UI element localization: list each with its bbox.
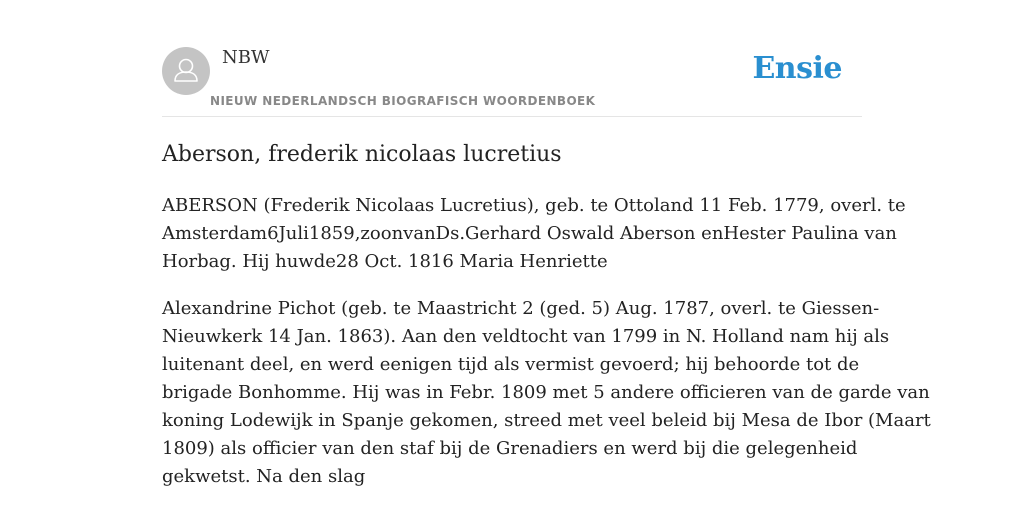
article-paragraph-1 <box>162 192 906 276</box>
text-line: Amsterdam6Juli1859,zoonvanDs.Gerhard Oswald Aberson enHester Paulina van <box>162 223 897 244</box>
text-line: Alexandrine Pichot (geb. te Maastricht 2 (ged. 5) Aug. 1787, overl. te Giessen- <box>162 298 880 319</box>
text-line: luitenant deel, en werd eenigen tijd als vermist gevoerd; hij behoorde tot de <box>162 354 860 375</box>
text-line: ABERSON (Frederik Nicolaas Lucretius), geb. te Ottoland 11 Feb. 1779, overl. te <box>162 195 906 216</box>
source-full-name[interactable]: NIEUW NEDERLANDSCH BIOGRAFISCH WOORDENBOEK <box>210 94 596 108</box>
article-title: Aberson, frederik nicolaas lucretius <box>162 142 562 167</box>
text-line: Horbag. Hij huwde28 Oct. 1816 Maria Henriette <box>162 251 608 272</box>
source-avatar[interactable] <box>162 47 210 95</box>
user-icon <box>162 47 210 95</box>
source-name[interactable]: NBW <box>222 47 270 68</box>
text-line: gekwetst. Na den slag <box>162 466 366 487</box>
text-line: brigade Bonhomme. Hij was in Febr. 1809 met 5 andere officieren van de garde van <box>162 382 930 403</box>
source-header <box>162 0 862 117</box>
text-line: koning Lodewijk in Spanje gekomen, streed met veel beleid bij Mesa de Ibor (Maart <box>162 410 931 431</box>
brand-logo[interactable]: Ensie <box>752 51 842 86</box>
text-line: Nieuwkerk 14 Jan. 1863). Aan den veldtocht van 1799 in N. Holland nam hij als <box>162 326 890 347</box>
text-line: 1809) als officier van den staf bij de Grenadiers en werd bij die gelegenheid <box>162 438 858 459</box>
article-paragraph-2 <box>162 295 931 491</box>
